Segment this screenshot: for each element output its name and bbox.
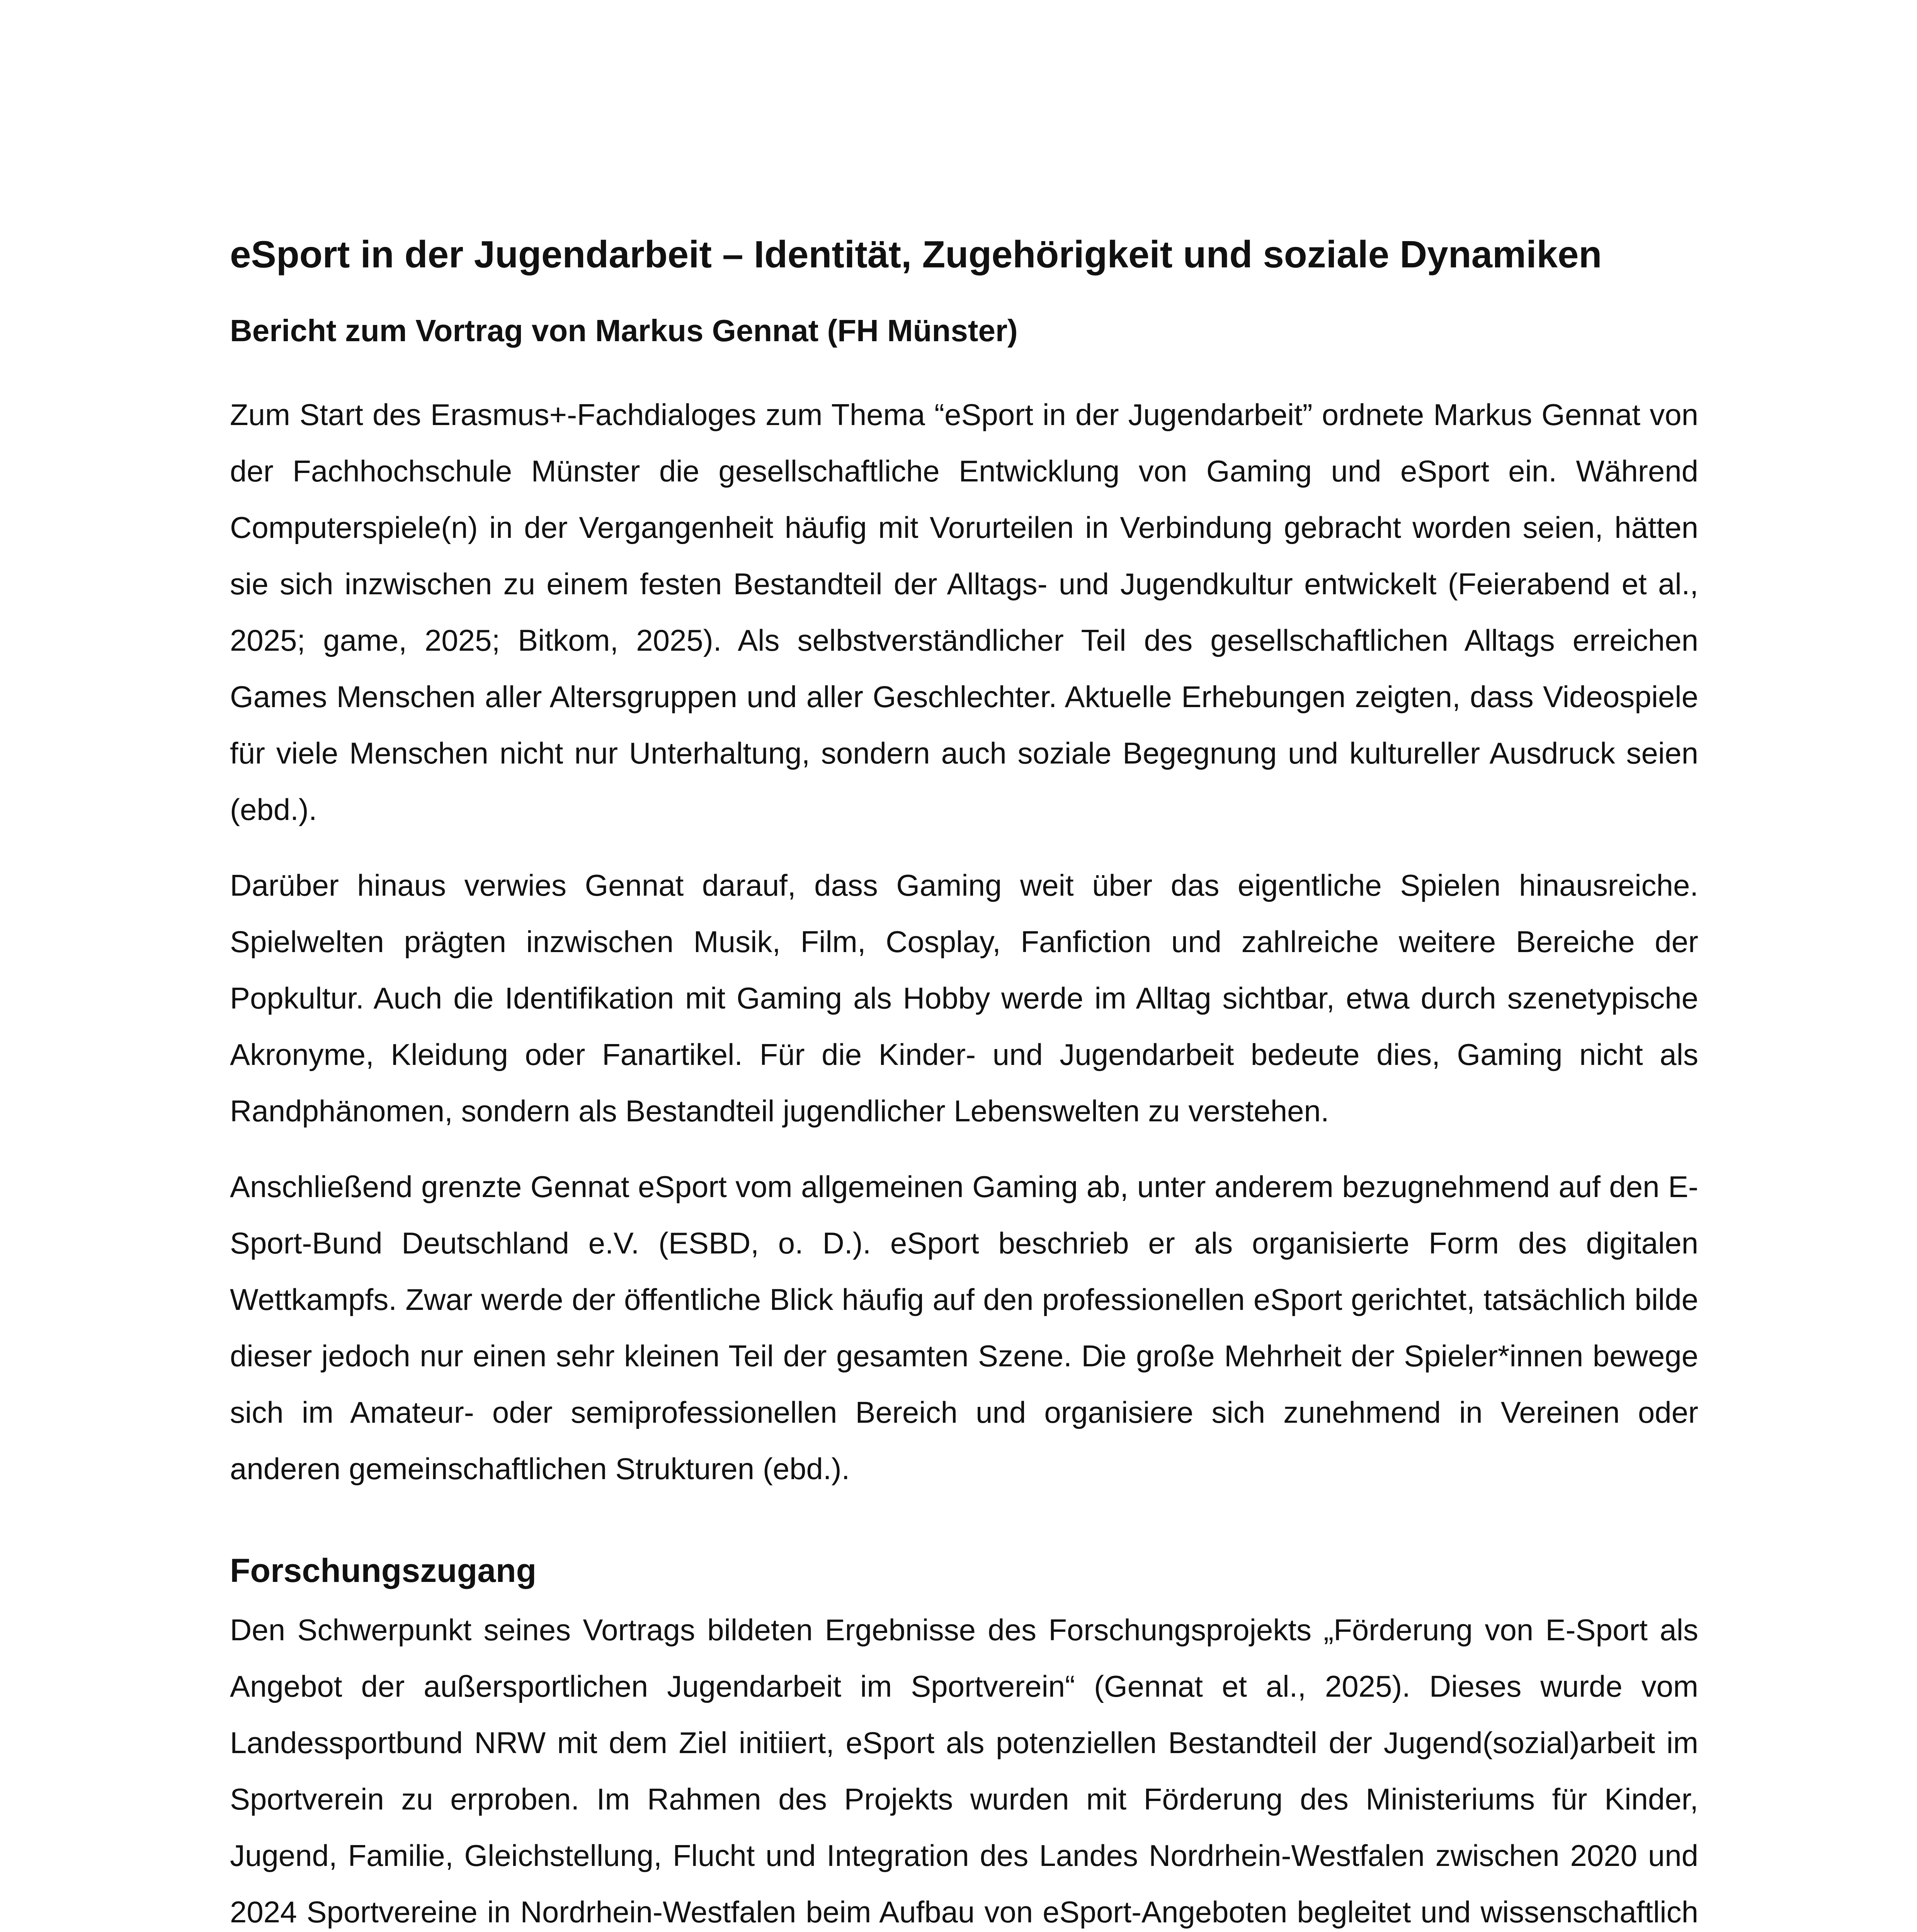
document-body — [230, 232, 1698, 1932]
document-title: eSport in der Jugendarbeit – Identität, Zugehörigkeit und soziale Dynamiken — [230, 233, 1602, 276]
body-paragraph-2: Darüber hinaus verwies Gennat darauf, dass Gaming weit über das eigentliche Spielen hinausreiche. Spielwelten prägten inzwischen Musik, Film, Cosplay, Fanfiction und zahlreiche weitere Bereiche der Popkultur. Auch die Identifikation mit Gaming als Hobby werde im Alltag sichtbar, etwa durch szenetypische Akronyme, Kleidung oder Fanartikel. Für die Kinder- und Jugendarbeit bedeute dies, Gaming nicht als Randphänomen, sondern als Bestandteil jugendlicher Lebenswelten zu verstehen. — [230, 868, 1698, 1128]
document-subtitle: Bericht zum Vortrag von Markus Gennat (FH Münster) — [230, 313, 1018, 348]
body-paragraph-3: Anschließend grenzte Gennat eSport vom allgemeinen Gaming ab, unter anderem bezugnehmend auf den E-Sport-Bund Deutschland e.V. (ESBD, o. D.). eSport beschrieb er als organisierte Form des digitalen Wettkampfs. Zwar werde der öffentliche Blick häufig auf den professionellen eSport gerichtet, tatsächlich bilde dieser jedoch nur einen sehr kleinen Teil der gesamten Szene. Die große Mehrheit der Spieler*innen bewege sich im Amateur- oder semiprofessionellen Bereich und organisiere sich zunehmend in Vereinen oder anderen gemeinschaftlichen Strukturen (ebd.). — [230, 1169, 1698, 1486]
section-paragraph: Den Schwerpunkt seines Vortrags bildeten Ergebnisse des Forschungsprojekts „Förderung von E-Sport als Angebot der außersportlichen Jugendarbeit im Sportverein“ (Gennat et al., 2025). Dieses wurde vom Landessportbund NRW mit dem Ziel initiiert, eSport als potenziellen Bestandteil der Jugend(sozial)arbeit im Sportverein zu erproben. Im Rahmen des Projekts wurden mit Förderung des Ministeriums für Kinder, Jugend, Familie, Gleichstellung, Flucht und Integration des Landes Nordrhein-Westfalen zwischen 2020 und 2024 Sportvereine in Nordrhein-Westfalen beim Aufbau von eSport-Angeboten begleitet und wissenschaftlich — [230, 1612, 1698, 1929]
body-paragraph-1: Zum Start des Erasmus+-Fachdialoges zum Thema “eSport in der Jugendarbeit” ordnete Markus Gennat von der Fachhochschule Münster die gesellschaftliche Entwicklung von Gaming und eSport ein. Während Computerspiele(n) in der Vergangenheit häufig mit Vorurteilen in Verbindung gebracht worden seien, hätten sie sich inzwischen zu einem festen Bestandteil der Alltags- und Jugendkultur entwickelt (Feierabend et al., 2025; game, 2025; Bitkom, 2025). Als selbstverständlicher Teil des gesellschaftlichen Alltags erreichen Games Menschen aller Altersgruppen und aller Geschlechter. Aktuelle Erhebungen zeigten, dass Videospiele für viele Menschen nicht nur Unterhaltung, sondern auch soziale Begegnung und kultureller Ausdruck seien (ebd.). — [230, 397, 1698, 827]
section-heading: Forschungszugang — [230, 1552, 537, 1589]
